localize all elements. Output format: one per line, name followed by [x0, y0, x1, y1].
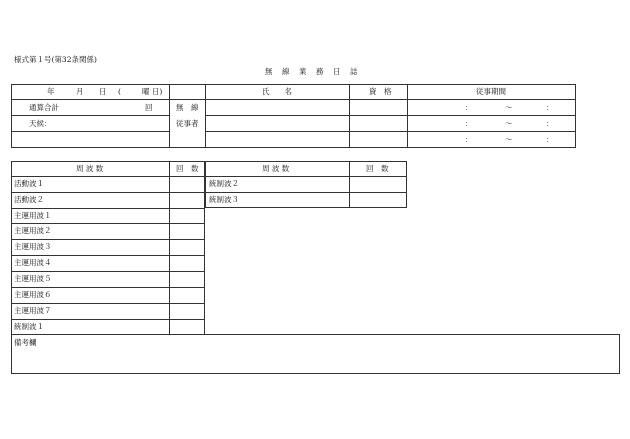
frequency-row-label: 統制波１	[14, 322, 44, 331]
radio-operator-label: 従事者	[176, 119, 199, 128]
header-row-divider	[205, 131, 576, 132]
header-col-divider	[169, 84, 170, 148]
frequency-row-label: 活動波２	[14, 195, 44, 204]
frequency-row-divider	[11, 208, 205, 209]
frequency-row-label: 主運用波３	[14, 242, 52, 251]
frequency-row-divider	[11, 192, 407, 193]
frequency-row-divider	[11, 239, 205, 240]
page-title: 無 線 業 務 日 誌	[265, 67, 359, 76]
month-label: 月	[76, 87, 84, 96]
count-column-header: 回 数	[366, 164, 389, 173]
count-column-header: 回 数	[176, 164, 199, 173]
frequency-row-divider	[11, 223, 205, 224]
frequency-row-label: 統制波３	[209, 195, 239, 204]
frequency-row-label: 活動波１	[14, 179, 44, 188]
period-start-colon: ：	[465, 103, 473, 112]
paren-open: (	[118, 87, 121, 96]
remarks-box	[11, 334, 620, 374]
frequency-row-label: 主運用波７	[14, 306, 52, 315]
frequency-row-divider	[11, 287, 205, 288]
header-row-divider	[11, 99, 576, 100]
period-tilde: 〜	[505, 119, 513, 128]
frequency-col-divider	[349, 161, 350, 208]
frequency-column-header: 周 波 数	[76, 164, 104, 173]
weekday-label: 曜 日)	[142, 87, 163, 96]
frequency-row-divider	[11, 303, 205, 304]
header-row-divider	[11, 131, 169, 132]
period-tilde: 〜	[505, 103, 513, 112]
service-period-column-header: 従事期間	[476, 87, 506, 96]
period-end-colon: ：	[546, 103, 554, 112]
frequency-row-divider	[11, 255, 205, 256]
frequency-row-label: 主運用波５	[14, 274, 52, 283]
period-start-colon: ：	[465, 119, 473, 128]
header-col-divider	[205, 84, 206, 148]
form-number-label: 様式第１号(第32条関係)	[14, 55, 97, 64]
frequency-row-divider	[11, 176, 407, 177]
frequency-row-label: 主運用波６	[14, 290, 52, 299]
frequency-row-label: 主運用波２	[14, 226, 52, 235]
period-end-colon: ：	[546, 135, 554, 144]
year-label: 年	[47, 87, 55, 96]
frequency-row-label: 統制波２	[209, 179, 239, 188]
header-row-divider	[205, 115, 576, 116]
total-calls-label: 通算合計	[29, 103, 59, 112]
header-col-divider	[349, 84, 350, 148]
frequency-col-divider	[169, 161, 170, 335]
frequency-column-header: 周 波 数	[262, 164, 290, 173]
remarks-label: 備考欄	[14, 338, 37, 347]
frequency-row-divider	[11, 271, 205, 272]
frequency-row-label: 主運用波１	[14, 211, 52, 220]
header-row-divider	[11, 115, 169, 116]
day-label: 日	[99, 87, 107, 96]
radio-operator-label: 無 線	[176, 103, 199, 112]
weather-label: 天候：	[29, 119, 52, 128]
period-start-colon: ：	[465, 135, 473, 144]
header-col-divider	[407, 84, 408, 148]
period-tilde: 〜	[505, 135, 513, 144]
total-calls-unit: 回	[145, 103, 153, 112]
frequency-row-label: 主運用波４	[14, 258, 52, 267]
qualification-column-header: 資 格	[369, 87, 392, 96]
frequency-row-divider	[11, 319, 205, 320]
period-end-colon: ：	[546, 119, 554, 128]
name-column-header: 氏 名	[262, 87, 292, 96]
